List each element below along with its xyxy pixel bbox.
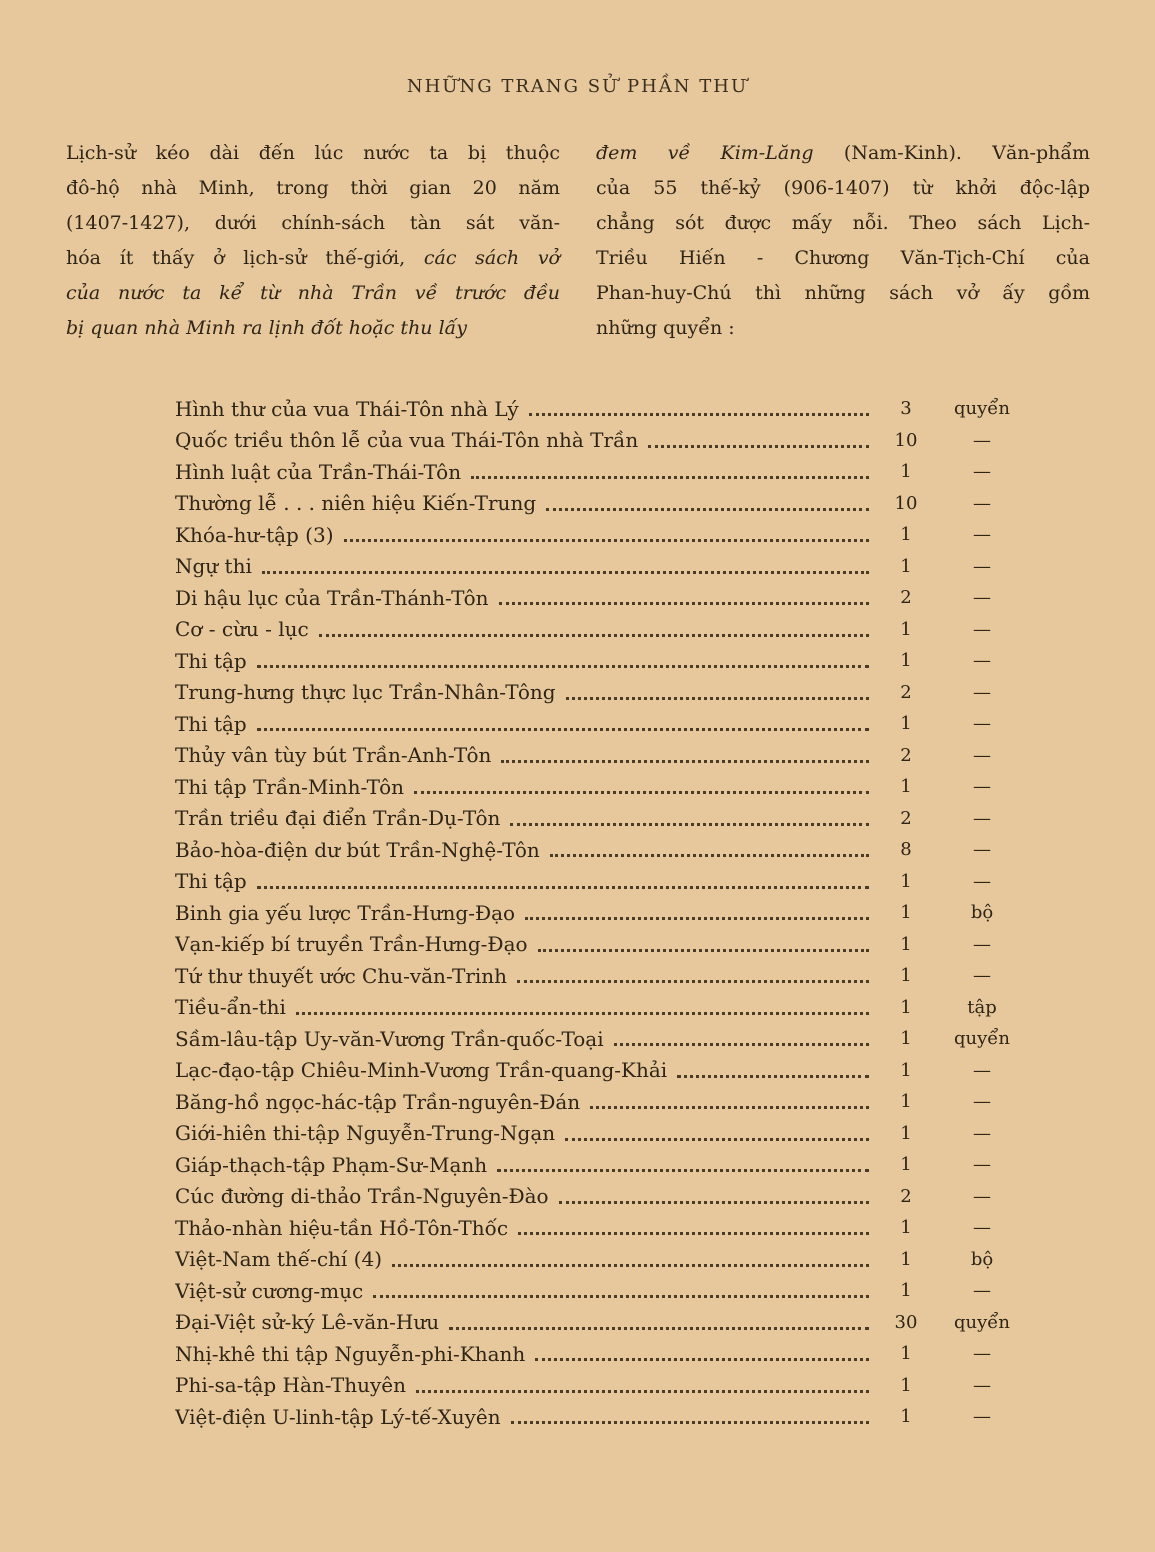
book-row [175, 929, 1045, 961]
book-title: Hình thư của vua Thái-Tôn nhà Lý [175, 396, 519, 421]
book-title-cell [175, 1121, 875, 1145]
book-title-cell [175, 491, 875, 515]
intro-text: hóa ít thấy ở lịch-sử thế-giới, [66, 247, 424, 269]
running-head: NHỮNG TRANG SỬ PHẦN THƯ [406, 76, 749, 97]
book-title: Thi tập [175, 648, 247, 673]
intro-line [596, 171, 1090, 206]
book-row [175, 992, 1045, 1024]
book-unit: — [973, 681, 991, 703]
book-title-cell [175, 932, 875, 956]
book-title: Cúc đường di-thảo Trần-Nguyên-Đào [175, 1184, 549, 1209]
book-title-cell [175, 901, 875, 925]
book-title: Giới-hiên thi-tập Nguyễn-Trung-Ngạn [175, 1121, 556, 1146]
intro-line [596, 311, 1090, 346]
book-row [175, 803, 1045, 835]
book-unit: — [973, 870, 991, 892]
book-title-cell [175, 523, 875, 547]
intro-text: Phan-huy-Chú thì những sách vở ấy gồm [596, 282, 1090, 304]
intro-line [66, 241, 560, 276]
intro-right-column [596, 136, 1090, 346]
dot-leader [525, 917, 869, 920]
book-title-cell [175, 1342, 875, 1366]
book-title: Thủy vân tùy bút Trần-Anh-Tôn [175, 743, 492, 768]
book-count: 1 [900, 1059, 912, 1081]
book-title: Giáp-thạch-tập Phạm-Sư-Mạnh [175, 1152, 488, 1177]
intro-text: (Nam-Kinh). Văn-phẩm [813, 142, 1091, 164]
dot-leader [257, 665, 869, 668]
book-row [175, 1118, 1045, 1150]
dot-leader [614, 1043, 869, 1046]
book-unit: — [973, 650, 991, 672]
book-row [175, 1275, 1045, 1307]
book-title-cell [175, 869, 875, 893]
book-row [175, 1055, 1045, 1087]
book-row [175, 834, 1045, 866]
intro-left-column [66, 136, 560, 346]
book-title: Di hậu lục của Trần-Thánh-Tôn [175, 585, 489, 610]
dot-leader [535, 1358, 869, 1361]
book-title-cell [175, 428, 875, 452]
book-count: 10 [894, 492, 918, 514]
book-row [175, 393, 1045, 425]
book-title-cell [175, 649, 875, 673]
intro-line [596, 241, 1090, 276]
intro-line [66, 136, 560, 171]
book-count: 3 [900, 398, 912, 420]
book-title: Tiều-ẩn-thi [175, 995, 286, 1020]
book-row [175, 551, 1045, 583]
book-title-cell [175, 460, 875, 484]
book-row [175, 1181, 1045, 1213]
dot-leader [529, 413, 869, 416]
intro-line [596, 136, 1090, 171]
book-title: Băng-hồ ngọc-hác-tập Trần-nguyên-Đán [175, 1089, 581, 1114]
book-title: Hình luật của Trần-Thái-Tôn [175, 459, 462, 484]
book-title-cell [175, 1405, 875, 1429]
book-title-cell [175, 775, 875, 799]
dot-leader [392, 1264, 869, 1267]
intro-italic-text: của nước ta kể từ nhà Trần về trước đều [66, 282, 560, 304]
book-unit: — [973, 429, 991, 451]
intro-line [596, 276, 1090, 311]
book-unit: — [973, 587, 991, 609]
book-title-cell [175, 1279, 875, 1303]
book-row [175, 708, 1045, 740]
book-title: Trần triều đại điển Trần-Dụ-Tôn [175, 806, 501, 831]
dot-leader [559, 1201, 869, 1204]
book-title: Lạc-đạo-tập Chiêu-Minh-Vương Trần-quang-Khải [175, 1058, 668, 1083]
book-row [175, 1149, 1045, 1181]
dot-leader [497, 1169, 869, 1172]
book-title: Trung-hưng thực lục Trần-Nhân-Tông [175, 680, 556, 705]
book-title-cell [175, 712, 875, 736]
intro-paragraph [66, 136, 1090, 346]
book-unit: — [973, 1217, 991, 1239]
book-title-cell [175, 397, 875, 421]
book-unit: — [973, 1059, 991, 1081]
book-unit: — [973, 492, 991, 514]
intro-text: Triều Hiến - Chương Văn-Tịch-Chí của [596, 247, 1090, 269]
book-row [175, 1370, 1045, 1402]
dot-leader [501, 760, 869, 763]
intro-text: những quyển : [596, 317, 735, 339]
book-title-cell [175, 995, 875, 1019]
dot-leader [566, 697, 869, 700]
book-row [175, 614, 1045, 646]
book-count: 1 [900, 713, 912, 735]
dot-leader [590, 1106, 869, 1109]
book-title: Việt-Nam thế-chí (4) [175, 1247, 383, 1272]
book-title-cell [175, 1216, 875, 1240]
book-title-cell [175, 1373, 875, 1397]
book-unit: — [973, 807, 991, 829]
book-count: 1 [900, 933, 912, 955]
book-title-cell [175, 743, 875, 767]
book-unit: — [973, 713, 991, 735]
book-unit: — [973, 1343, 991, 1365]
book-count: 2 [900, 681, 912, 703]
dot-leader [565, 1138, 869, 1141]
book-count: 1 [900, 996, 912, 1018]
dot-leader [648, 445, 869, 448]
intro-text: Lịch-sử kéo dài đến lúc nước ta bị thuộc [66, 142, 560, 164]
book-row [175, 740, 1045, 772]
book-row [175, 645, 1045, 677]
book-row [175, 1307, 1045, 1339]
book-count: 1 [900, 650, 912, 672]
book-unit: quyển [954, 398, 1010, 420]
book-row [175, 582, 1045, 614]
book-count: 30 [894, 1311, 918, 1333]
book-row [175, 1401, 1045, 1433]
book-title: Cơ - cừu - lục [175, 617, 309, 642]
book-unit: — [973, 1091, 991, 1113]
book-count: 1 [900, 1248, 912, 1270]
book-unit: bộ [970, 902, 994, 924]
dot-leader [471, 476, 869, 479]
book-title: Vạn-kiếp bí truyền Trần-Hưng-Đạo [175, 932, 528, 957]
book-title-cell [175, 554, 875, 578]
book-row [175, 960, 1045, 992]
book-row [175, 1086, 1045, 1118]
book-title: Tứ thư thuyết ước Chu-văn-Trinh [175, 963, 508, 988]
book-title-cell [175, 1310, 875, 1334]
book-title-cell [175, 1184, 875, 1208]
dot-leader [499, 602, 869, 605]
dot-leader [518, 1232, 869, 1235]
dot-leader [510, 823, 869, 826]
book-title-cell [175, 964, 875, 988]
book-count: 1 [900, 1280, 912, 1302]
dot-leader [511, 1421, 869, 1424]
book-title: Đại-Việt sử-ký Lê-văn-Hưu [175, 1310, 440, 1335]
book-count: 1 [900, 1406, 912, 1428]
dot-leader [373, 1295, 869, 1298]
book-unit: — [973, 1406, 991, 1428]
book-title-cell [175, 1153, 875, 1177]
book-unit: — [973, 1122, 991, 1144]
dot-leader [449, 1327, 869, 1330]
book-unit: — [973, 555, 991, 577]
intro-text: đô-hộ nhà Minh, trong thời gian 20 năm [66, 177, 560, 199]
book-title: Phi-sa-tập Hàn-Thuyên [175, 1373, 406, 1398]
book-title: Ngự thi [175, 554, 252, 579]
book-title-cell [175, 1247, 875, 1271]
book-count: 1 [900, 1122, 912, 1144]
book-unit: tập [967, 996, 997, 1018]
dot-leader [257, 728, 869, 731]
book-count: 1 [900, 1217, 912, 1239]
book-title: Thi tập Trần-Minh-Tôn [175, 774, 405, 799]
book-unit: — [973, 744, 991, 766]
book-title: Quốc triều thôn lễ của vua Thái-Tôn nhà Trần [175, 428, 639, 453]
book-row [175, 425, 1045, 457]
book-title: Thi tập [175, 711, 247, 736]
book-unit: — [973, 1374, 991, 1396]
book-row [175, 1244, 1045, 1276]
intro-line [66, 206, 560, 241]
book-title: Việt-sử cương-mục [175, 1278, 364, 1303]
book-title: Sầm-lâu-tập Uy-văn-Vương Trần-quốc-Toại [175, 1026, 604, 1051]
book-unit: — [973, 933, 991, 955]
book-unit: — [973, 839, 991, 861]
book-unit: — [973, 618, 991, 640]
dot-leader [414, 791, 869, 794]
dot-leader [416, 1390, 869, 1393]
dot-leader [344, 539, 869, 542]
book-row [175, 677, 1045, 709]
book-count: 1 [900, 1343, 912, 1365]
book-count: 1 [900, 902, 912, 924]
book-title-cell [175, 617, 875, 641]
dot-leader [546, 508, 869, 511]
intro-line [66, 171, 560, 206]
book-unit: — [973, 1154, 991, 1176]
book-count: 1 [900, 1154, 912, 1176]
book-unit: — [973, 524, 991, 546]
book-unit: — [973, 1280, 991, 1302]
book-count: 1 [900, 555, 912, 577]
book-count: 1 [900, 870, 912, 892]
book-row [175, 1023, 1045, 1055]
book-title-cell [175, 806, 875, 830]
intro-text: của 55 thế-kỷ (906-1407) từ khởi độc-lập [596, 177, 1090, 199]
book-row [175, 456, 1045, 488]
book-row [175, 866, 1045, 898]
intro-text: chẳng sót được mấy nỗi. Theo sách Lịch- [596, 212, 1090, 234]
book-row [175, 488, 1045, 520]
dot-leader [296, 1012, 869, 1015]
intro-italic-text: đem về Kim-Lăng [596, 142, 814, 164]
dot-leader [319, 634, 869, 637]
intro-line [596, 206, 1090, 241]
dot-leader [517, 980, 869, 983]
book-row [175, 1338, 1045, 1370]
book-count: 1 [900, 1028, 912, 1050]
book-unit: quyển [954, 1028, 1010, 1050]
book-count: 2 [900, 1185, 912, 1207]
book-row [175, 771, 1045, 803]
book-title-cell [175, 680, 875, 704]
dot-leader [677, 1075, 869, 1078]
book-row [175, 1212, 1045, 1244]
book-title: Thảo-nhàn hiệu-tần Hồ-Tôn-Thốc [175, 1215, 509, 1240]
book-count: 2 [900, 587, 912, 609]
book-count: 1 [900, 524, 912, 546]
book-count: 2 [900, 744, 912, 766]
book-unit: bộ [970, 1248, 994, 1270]
intro-line [66, 311, 560, 346]
book-title: Binh gia yếu lược Trần-Hưng-Đạo [175, 900, 516, 925]
book-title: Việt-điện U-linh-tập Lý-tế-Xuyên [175, 1404, 501, 1429]
book-title-cell [175, 1058, 875, 1082]
book-title-cell [175, 586, 875, 610]
book-unit: — [973, 776, 991, 798]
book-count: 1 [900, 461, 912, 483]
book-title: Thi tập [175, 869, 247, 894]
book-title-cell [175, 1027, 875, 1051]
book-count: 10 [894, 429, 918, 451]
book-title: Khóa-hư-tập (3) [175, 522, 334, 547]
book-list [175, 393, 1045, 1433]
intro-line [66, 276, 560, 311]
book-title-cell [175, 1090, 875, 1114]
book-count: 1 [900, 965, 912, 987]
dot-leader [538, 949, 869, 952]
intro-italic-text: các sách vở [423, 247, 560, 269]
book-count: 1 [900, 618, 912, 640]
book-unit: — [973, 965, 991, 987]
book-unit: quyển [954, 1311, 1010, 1333]
book-title: Bảo-hòa-điện dư bút Trần-Nghệ-Tôn [175, 837, 540, 862]
dot-leader [550, 854, 869, 857]
book-title: Nhị-khê thi tập Nguyễn-phi-Khanh [175, 1341, 526, 1366]
book-count: 1 [900, 1091, 912, 1113]
intro-italic-text: bị quan nhà Minh ra lịnh đốt hoặc thu lấy [66, 317, 468, 339]
book-title: Thường lễ . . . niên hiệu Kiến-Trung [175, 491, 537, 516]
book-count: 1 [900, 776, 912, 798]
dot-leader [257, 886, 869, 889]
intro-text: (1407-1427), dưới chính-sách tàn sát văn- [66, 212, 560, 234]
book-title-cell [175, 838, 875, 862]
book-unit: — [973, 1185, 991, 1207]
book-unit: — [973, 461, 991, 483]
book-count: 2 [900, 807, 912, 829]
book-count: 1 [900, 1374, 912, 1396]
book-row [175, 519, 1045, 551]
book-count: 8 [900, 839, 912, 861]
book-row [175, 897, 1045, 929]
dot-leader [262, 571, 869, 574]
